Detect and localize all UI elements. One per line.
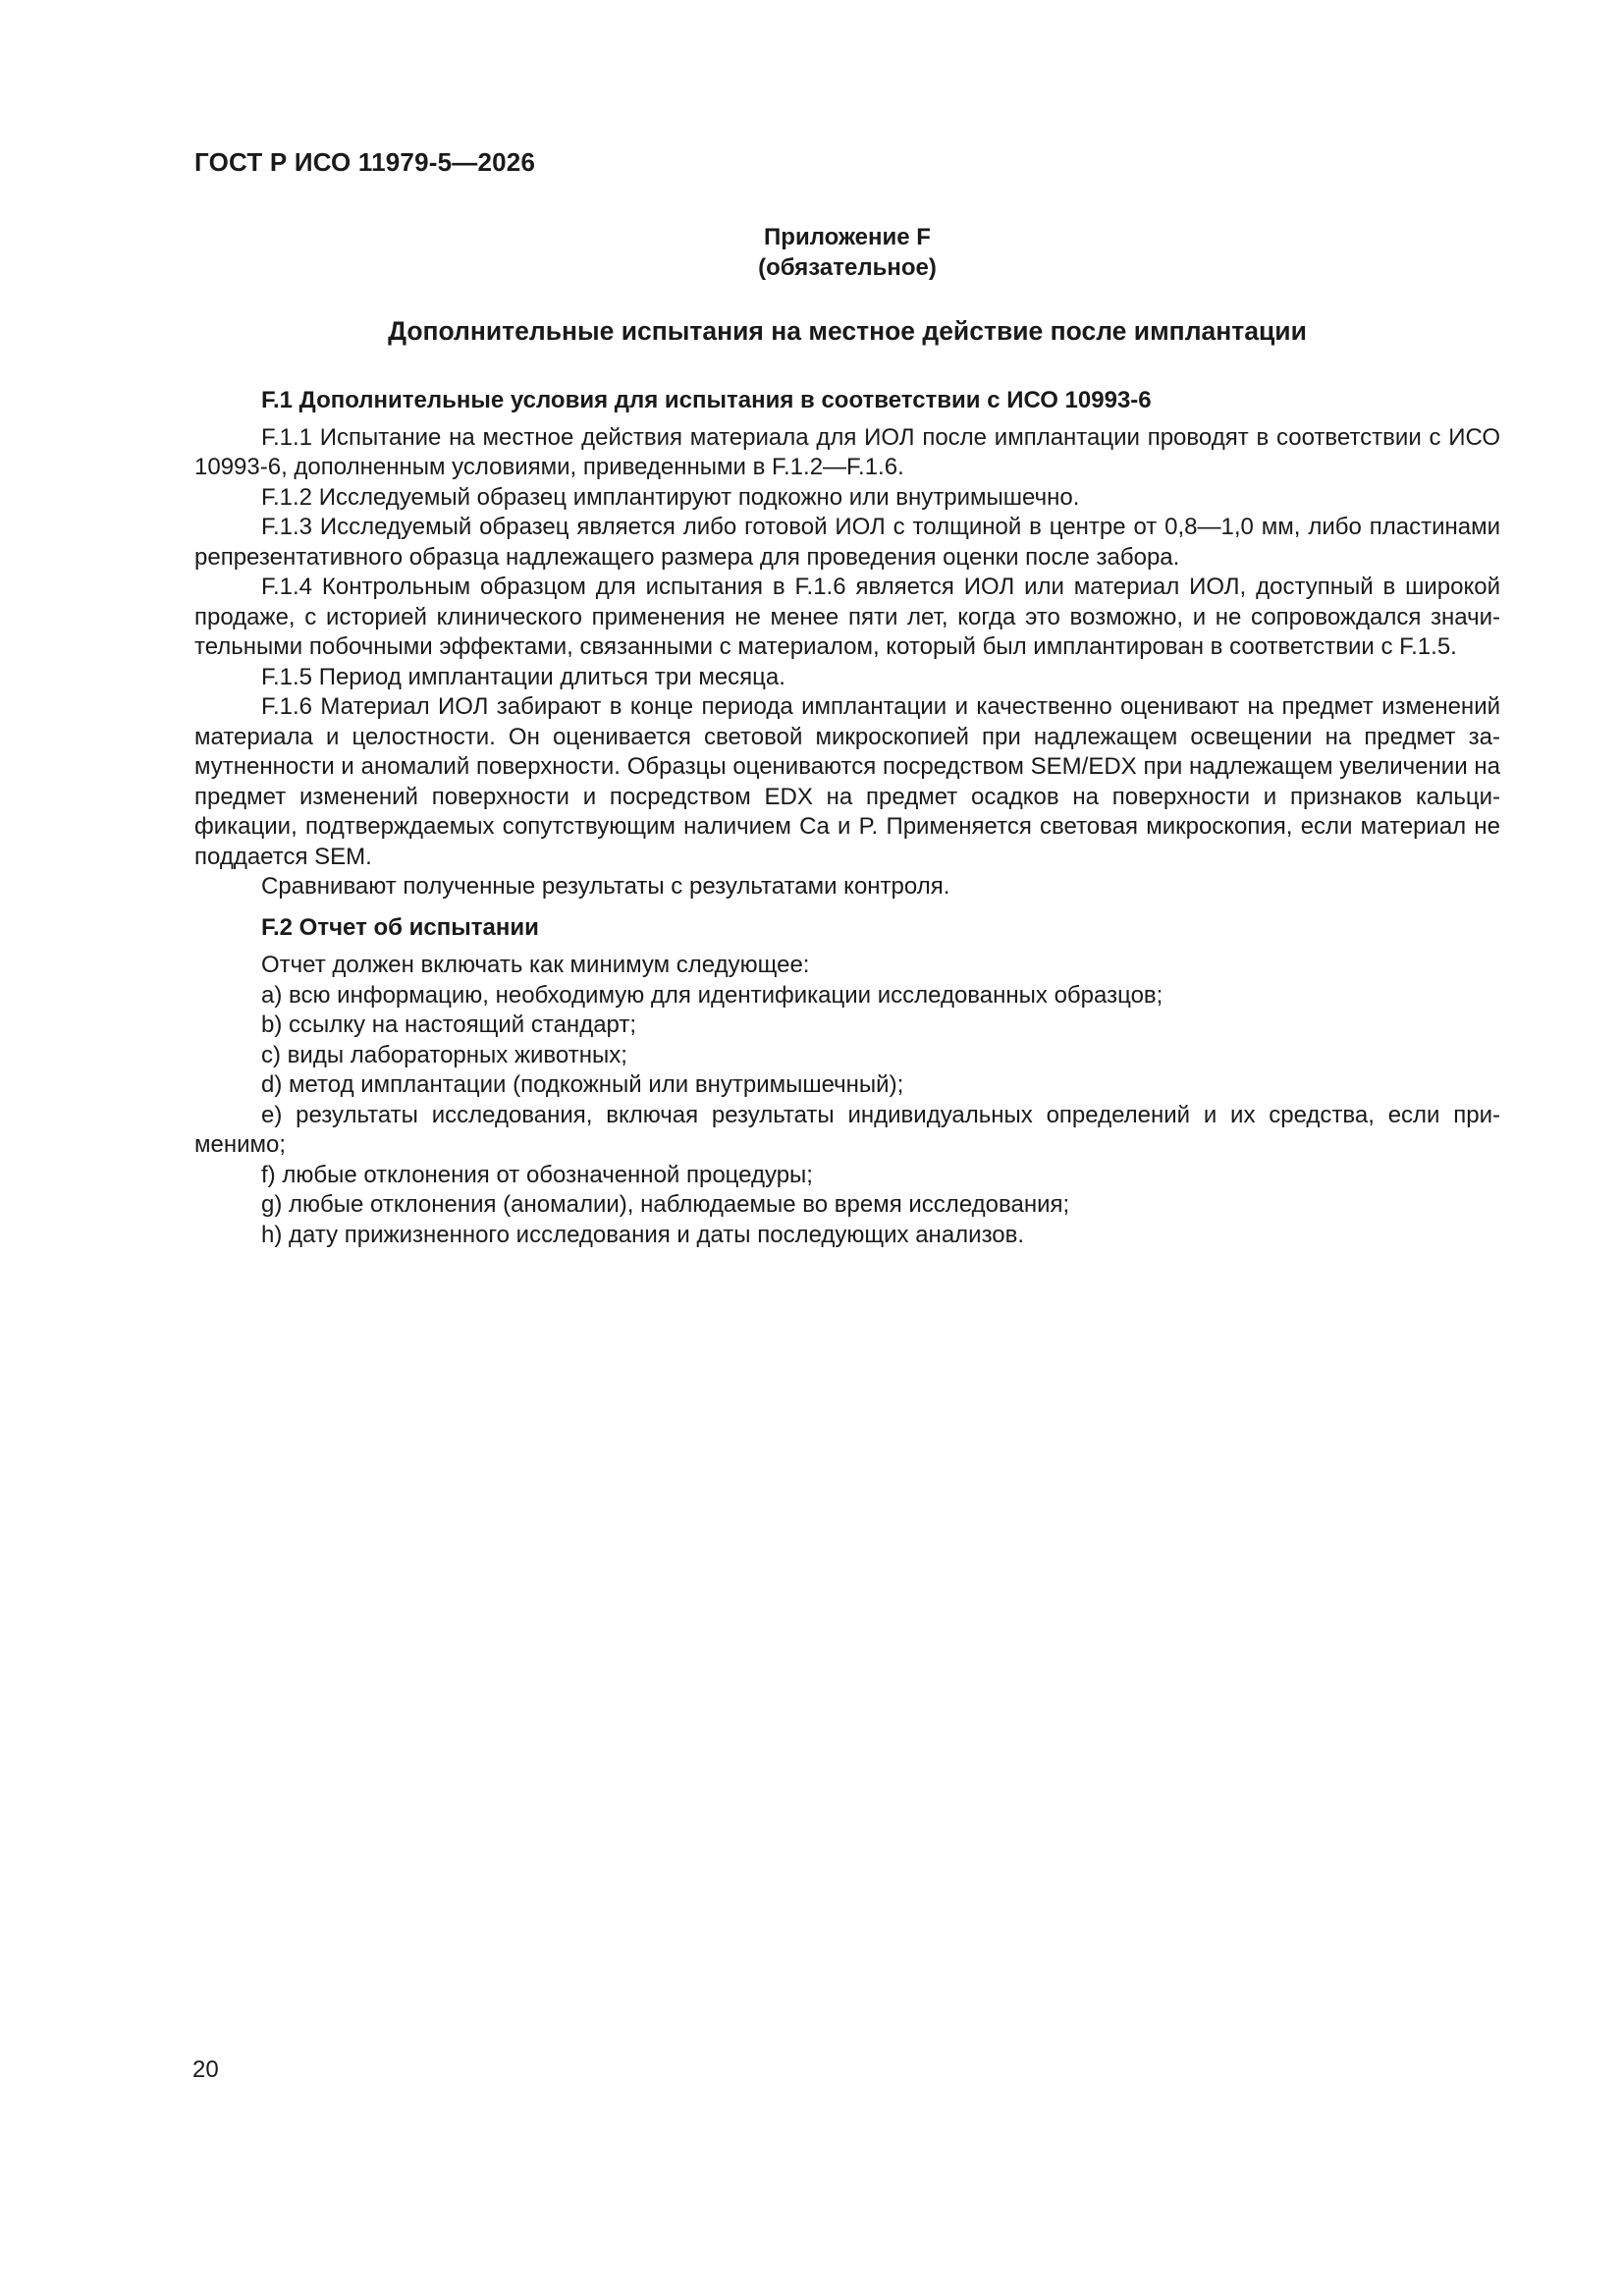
list-item: h) дату прижизненного исследования и даты последующих анализов. xyxy=(261,1221,1025,1248)
list-item: f) любые отклонения от обозначенной процедуры; xyxy=(261,1161,813,1188)
list-item: e) результаты исследования, включая результаты индивидуальных определений и их средства, если применимо; xyxy=(194,1101,1500,1158)
section-heading-f1: F.1 Дополнительные условия для испытания в соответствии с ИСО 10993-6 xyxy=(261,387,1152,413)
list-item: b) ссылку на настоящий стандарт; xyxy=(261,1011,637,1038)
paragraph-f1-1: F.1.1 Испытание на местное действия материала для ИОЛ после имплантации проводят в соответствии с ИСО 10993-6, дополненным условиями, приведенными в F.1.2—F.1.6. xyxy=(194,423,1500,480)
paragraph-f1-compare: Сравнивают полученные результаты с результатами контроля. xyxy=(261,873,950,900)
list-item: g) любые отклонения (аномалии), наблюдаемые во время исследования; xyxy=(261,1191,1070,1218)
page-number: 20 xyxy=(192,2056,219,2083)
list-item: a) всю информацию, необходимую для идентификации исследованных образцов; xyxy=(261,981,1163,1009)
report-intro: Отчет должен включать как минимум следующее: xyxy=(261,952,810,978)
section-heading-f2: F.2 Отчет об испытании xyxy=(261,913,539,941)
paragraph-f1-2: F.1.2 Исследуемый образец имплантируют подкожно или внутримышечно. xyxy=(261,483,1080,511)
paragraph-f1-4: F.1.4 Контрольным образцом для испытания в F.1.6 является ИОЛ или материал ИОЛ, доступный в широкой продаже, с историей клинического применения не менее пяти лет, когда это возможно, и не сопровождался значительными побочными эффектами, связанными с материалом, который был имплантирован в соответствии с F.1.5. xyxy=(194,574,1500,660)
annex-title: Дополнительные испытания на местное действие после имплантации xyxy=(388,316,1307,346)
annex-label: Приложение F xyxy=(764,224,931,250)
document-code: ГОСТ Р ИСО 11979-5—2026 xyxy=(194,147,536,177)
paragraph-f1-5: F.1.5 Период имплантации длиться три месяца. xyxy=(261,663,785,690)
paragraph-f1-6: F.1.6 Материал ИОЛ забирают в конце периода имплантации и качественно оценивают на предмет изменений материала и целостности. Он оценивается световой микроскопией при надлежащем освещении на предмет замутненности и аномалий поверхности. Образцы оцениваются посредством SEM/EDX при надлежащем увеличении на предмет изменений поверхности и посредством EDX на предмет осадков на поверхности и признаков кальцификации, подтверждаемых сопутствующим наличием Ca и P. Применяется световая микроскопия, если материал не поддается SEM. xyxy=(194,693,1500,870)
list-item: d) метод имплантации (подкожный или внутримышечный); xyxy=(261,1071,904,1098)
list-item: c) виды лабораторных животных; xyxy=(261,1041,627,1068)
annex-status: (обязательное) xyxy=(758,254,937,281)
page-content xyxy=(194,222,1500,1250)
paragraph-f1-3: F.1.3 Исследуемый образец является либо готовой ИОЛ с толщиной в центре от 0,8—1,0 мм, либо пластинами репрезентативного образца надлежащего размера для проведения оценки после забора. xyxy=(194,514,1500,571)
